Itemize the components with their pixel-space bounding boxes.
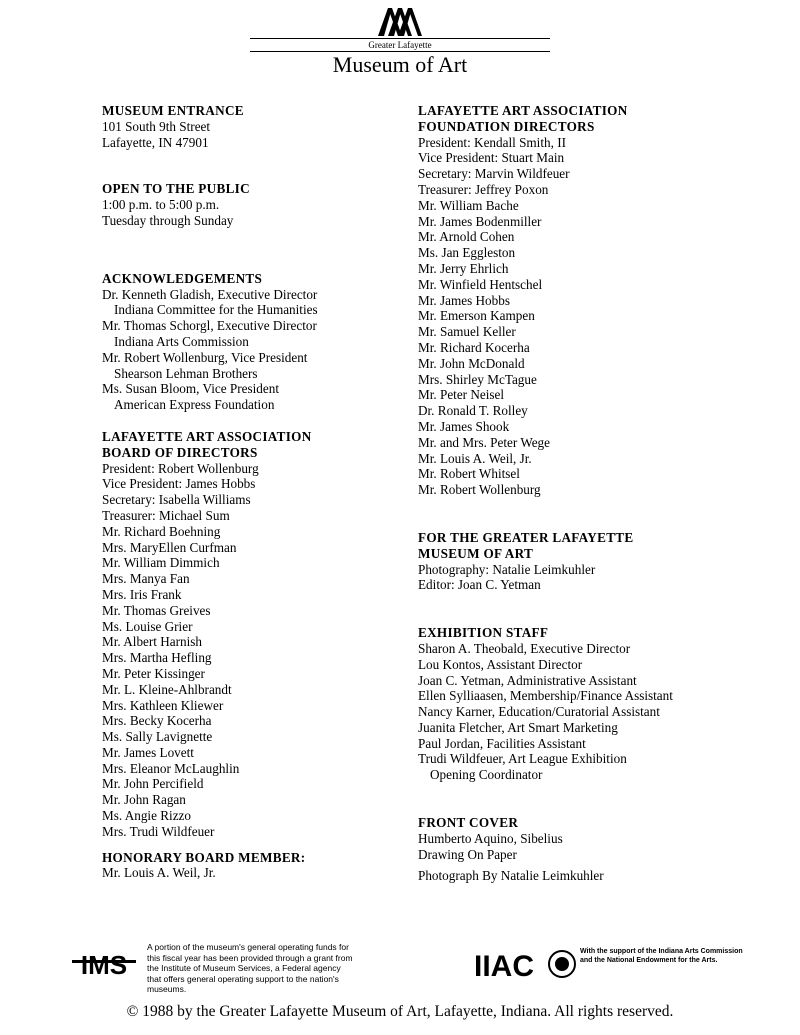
section-acknowledgements [102,271,350,413]
list-item: Mrs. Trudi Wildfeuer [102,823,215,839]
list-item: Juanita Fletcher, Art Smart Marketing [418,719,618,735]
list-item: Vice President: James Hobbs [102,476,256,492]
list-item: President: Kendall Smith, II [418,134,566,150]
ack-line: Shearson Lehman Brothers [114,365,258,381]
list-item: Ellen Sylliaasen, Membership/Finance Assistant [418,688,673,704]
list-item: Mrs. Becky Kocerha [102,713,212,729]
list-item: Mr. Richard Kocerha [418,339,530,355]
list-item: Treasurer: Michael Sum [102,507,230,523]
museum-logo-icon [378,8,422,36]
list-item: Mrs. Iris Frank [102,586,182,602]
list-item: Ms. Louise Grier [102,618,193,634]
list-item: Mrs. MaryEllen Curfman [102,539,237,555]
section-open-to-public [102,181,350,228]
museum-header [250,0,550,80]
list-item: Mr. James Bodenmiller [418,213,542,229]
list-item: Mr. Winfield Hentschel [418,276,543,292]
address-line: 101 South 9th Street [102,118,211,134]
list-item: Mr. Peter Kissinger [102,665,205,681]
imls-logo-text: IMS [80,950,128,980]
section-exhibition-staff [418,625,718,783]
list-item: Mr. L. Kleine-Ahlbrandt [102,681,232,697]
section-foundation-directors [418,103,718,498]
hours-line: Tuesday through Sunday [102,212,234,228]
list-item: Mr. Robert Whitsel [418,466,520,482]
list-item: Mr. Arnold Cohen [418,229,515,245]
list-item: Dr. Ronald T. Rolley [418,403,528,419]
board-list [102,461,350,840]
list-item: Joan C. Yetman, Administrative Assistant [418,672,637,688]
list-item: Mr. William Dimmich [102,555,220,571]
list-item: Ms. Sally Lavignette [102,729,213,745]
section-title: EXHIBITION STAFF [418,625,549,641]
cover-line: Humberto Aquino, Sibelius [418,830,563,846]
section-title: ACKNOWLEDGEMENTS [102,270,263,286]
section-board-of-directors [102,429,350,840]
section-front-cover [418,815,718,884]
honorary-member: Mr. Louis A. Weil, Jr. [102,865,216,881]
list-item: Mr. John Ragan [102,792,186,808]
section-title: HONORARY BOARD MEMBER: [102,849,306,865]
list-item: Mr. and Mrs. Peter Wege [418,434,551,450]
imls-grant-note: A portion of the museum's general operating funds for this fiscal year has been provided through a grant from the Institute of Museum Services, a Federal agency that offers general operating support to the nation's museums. [147,942,353,994]
ack-line: Dr. Kenneth Gladish, Executive Director [102,286,318,302]
iiac-support-note: With the support of the Indiana Arts Commission and the National Endowment for the Arts. [580,948,743,964]
left-column [102,103,350,881]
list-item: Mr. John Percifield [102,776,204,792]
section-museum-entrance [102,103,350,150]
list-item: Mrs. Martha Hefling [102,650,212,666]
list-item: Mr. Samuel Keller [418,324,516,340]
list-item: Paul Jordan, Facilities Assistant [418,735,586,751]
hours-line: 1:00 p.m. to 5:00 p.m. [102,197,220,213]
header-small-name: Greater Lafayette [368,40,432,50]
list-item: Lou Kontos, Assistant Director [418,656,583,672]
ack-line: Indiana Committee for the Humanities [114,302,318,318]
staff-list [418,641,718,783]
iiac-logo-text: IIAC [474,950,534,982]
list-item: Ms. Angie Rizzo [102,808,192,824]
cover-line: Photograph By Natalie Leimkuhler [418,868,604,884]
header-museum-name: Museum of Art [332,52,468,77]
list-item: Mr. James Lovett [102,744,194,760]
imls-logo-icon [72,942,136,982]
section-title: LAFAYETTE ART ASSOCIATION [418,103,628,118]
list-item: Mr. James Shook [418,418,510,434]
section-title: MUSEUM OF ART [418,545,534,561]
list-item: Mr. James Hobbs [418,292,510,308]
foundation-list [418,135,718,498]
ack-line: Mr. Thomas Schorgl, Executive Director [102,318,317,334]
list-item: President: Robert Wollenburg [102,460,259,476]
list-item: Mr. Emerson Kampen [418,308,535,324]
list-item: Sharon A. Theobald, Executive Director [418,640,631,656]
credit-line: Photography: Natalie Leimkuhler [418,561,596,577]
list-item: Mr. Richard Boehning [102,523,221,539]
list-item: Nancy Karner, Education/Curatorial Assistant [418,704,660,720]
list-item: Mr. Thomas Greives [102,602,211,618]
address-line: Lafayette, IN 47901 [102,134,209,150]
list-item: Treasurer: Jeffrey Poxon [418,181,549,197]
section-title: FOR THE GREATER LAFAYETTE [418,529,634,545]
list-item: Trudi Wildfeuer, Art League Exhibition [418,751,627,767]
list-item: Mr. Robert Wollenburg [418,482,541,498]
list-item: Ms. Jan Eggleston [418,245,516,261]
list-item: Secretary: Isabella Williams [102,492,251,508]
credit-line: Editor: Joan C. Yetman [418,577,541,593]
copyright-line: © 1988 by the Greater Lafayette Museum of Art, Lafayette, Indiana. All rights reserved. [126,1003,674,1020]
list-item: Mr. Jerry Ehrlich [418,260,509,276]
section-title: FRONT COVER [418,815,519,831]
list-item: Mr. John McDonald [418,355,525,371]
section-title: LAFAYETTE ART ASSOCIATION [102,428,312,444]
list-item: Mr. Louis A. Weil, Jr. [418,450,532,466]
list-item: Mrs. Manya Fan [102,571,190,587]
section-honorary-board-member [102,850,350,882]
list-item: Opening Coordinator [430,767,543,783]
ack-line: American Express Foundation [114,397,275,413]
section-title: BOARD OF DIRECTORS [102,444,258,460]
ack-line: Indiana Arts Commission [114,333,249,349]
section-title: MUSEUM ENTRANCE [102,103,244,118]
cover-line: Drawing On Paper [418,846,517,862]
list-item: Mrs. Kathleen Kliewer [102,697,224,713]
list-item: Mr. William Bache [418,197,519,213]
list-item: Secretary: Marvin Wildfeuer [418,166,570,182]
list-item: Mr. Peter Neisel [418,387,505,403]
iiac-logo-icon [474,946,578,982]
list-item: Mrs. Eleanor McLaughlin [102,760,240,776]
list-item: Mrs. Shirley McTague [418,371,537,387]
ack-line: Mr. Robert Wollenburg, Vice President [102,349,308,365]
list-item: Mr. Albert Harnish [102,634,202,650]
section-for-the-museum [418,530,718,593]
section-title: FOUNDATION DIRECTORS [418,118,595,134]
section-title: OPEN TO THE PUBLIC [102,181,250,197]
list-item: Vice President: Stuart Main [418,150,565,166]
ack-line: Ms. Susan Bloom, Vice President [102,381,279,397]
right-column [418,103,718,884]
